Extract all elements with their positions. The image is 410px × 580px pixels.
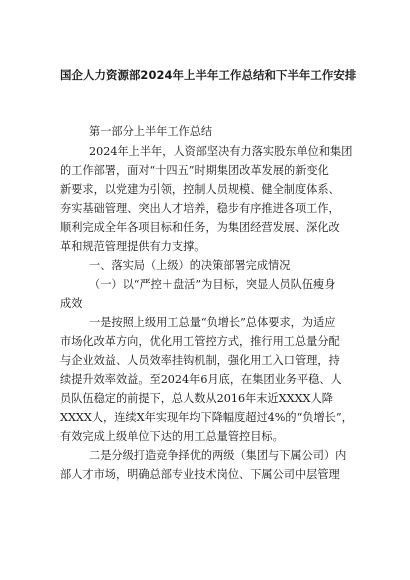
paragraph-line: 部人才市场，明确总部专业技术岗位、下属公司中层管理: [60, 468, 340, 481]
document-title: 国企人力资源部2024年上半年工作总结和下半年工作安排: [60, 68, 357, 82]
paragraph-line: 一是按照上级用工总量“负增长”总体要求，为适应: [89, 316, 336, 329]
subsection-heading-continued: 成效: [60, 297, 83, 310]
paragraph-line: 的工作部署，面对“十四五”时期集团改革发展的新变化: [60, 164, 329, 177]
paragraph-line: 员队伍稳定的前提下，总人数从2016年末近XXXX人降: [60, 392, 333, 405]
paragraph-line: 夯实基础管理、突出人才培养，稳步有序推进各项工作，: [60, 202, 340, 215]
paragraph-line: 顺利完成全年各项目标和任务，为集团经营发展、深化改: [60, 221, 340, 234]
paragraph-line: 市场化改革方向，优化用工管控方式，推行用工总量分配: [60, 335, 340, 348]
subsection-heading: （一）以“严控＋盘活”为目标，突显人员队伍瘦身: [89, 278, 336, 291]
section-heading: 第一部分上半年工作总结: [89, 125, 213, 138]
paragraph-line: 新要求，以党建为引领，控制人员规模、健全制度体系、: [60, 183, 340, 196]
paragraph-line: 2024年上半年，人资部坚决有力落实股东单位和集团: [89, 145, 353, 158]
paragraph-line: 革和规范管理提供有力支撑。: [60, 240, 206, 253]
paragraph-line: XXXX人，连续X年实现年均下降幅度超过4%的“负增长”，: [60, 411, 353, 424]
subheading: 一、落实局（上级）的决策部署完成情况: [89, 259, 291, 272]
paragraph-line: 续提升效率效益。至2024年6月底，在集团业务平稳、人: [60, 373, 342, 386]
paragraph-line: 二是分级打造竞争择优的两级（集团与下属公司）内: [89, 449, 347, 462]
paragraph-line: 与企业效益、人员效率挂钩机制，强化用工入口管理，持: [60, 354, 340, 367]
paragraph-line: 有效完成上级单位下达的用工总量管控目标。: [60, 430, 284, 443]
